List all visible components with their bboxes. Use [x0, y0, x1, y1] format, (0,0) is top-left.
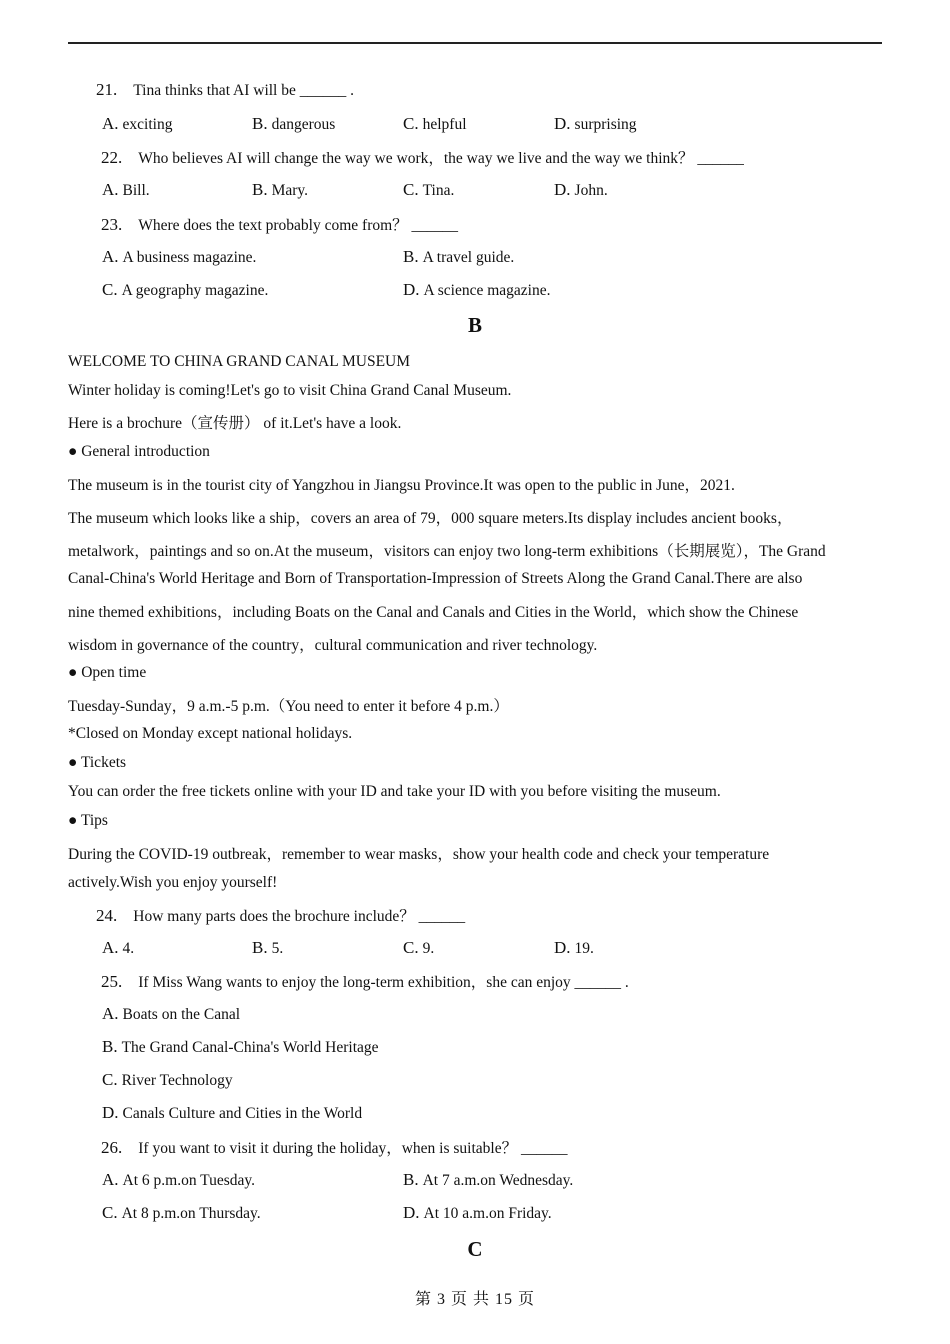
section-bullet: ● Open time	[68, 664, 147, 681]
passage-line: You can order the free tickets online with your ID and take your ID with you before visiting the museum.	[68, 783, 721, 800]
option-26-a: A. At 6 p.m.on Tuesday.	[102, 1170, 256, 1189]
question-number: 24.	[96, 906, 118, 925]
option-26-b: B. At 7 a.m.on Wednesday.	[403, 1170, 574, 1189]
option-21-b: B. dangerous	[252, 114, 336, 133]
header-rule	[68, 42, 882, 44]
question-text: If you want to visit it during the holiday，when is suitable？ ______	[138, 1140, 568, 1157]
passage-line: Canal-China's World Heritage and Born of Transportation-Impression of Streets Along the Grand Canal.There are also	[68, 570, 803, 587]
option-25-c: C. River Technology	[102, 1070, 233, 1089]
option-26-d: D. At 10 a.m.on Friday.	[403, 1203, 552, 1222]
passage-line: The museum is in the tourist city of Yangzhou in Jiangsu Province.It was open to the public in June，2021.	[68, 477, 735, 494]
option-22-c: C. Tina.	[403, 180, 455, 199]
question-23	[101, 213, 458, 235]
option-24-b: B. 5.	[252, 938, 284, 957]
section-heading-b: B	[467, 313, 482, 337]
question-number: 26.	[101, 1138, 123, 1157]
option-23-a: A. A business magazine.	[102, 247, 257, 266]
question-number: 22.	[101, 148, 123, 167]
passage-line: wisdom in governance of the country，cultural communication and river technology.	[68, 637, 598, 654]
option-24-c: C. 9.	[403, 938, 435, 957]
question-26	[101, 1136, 567, 1158]
passage-line: During the COVID-19 outbreak，remember to wear masks，show your health code and check your temperature	[68, 846, 770, 863]
option-25-a: A. Boats on the Canal	[102, 1004, 241, 1023]
option-23-d: D. A science magazine.	[403, 280, 551, 299]
option-22-d: D. John.	[554, 180, 608, 199]
question-number: 21.	[96, 80, 118, 99]
question-24	[96, 904, 465, 926]
section-heading-c: C	[467, 1237, 483, 1261]
question-number: 23.	[101, 215, 123, 234]
passage-line: Here is a brochure（宣传册） of it.Let's have a look.	[68, 415, 402, 432]
option-21-a: A. exciting	[102, 114, 173, 133]
option-24-a: A. 4.	[102, 938, 135, 957]
option-26-c: C. At 8 p.m.on Thursday.	[102, 1203, 261, 1222]
question-text: Who believes AI will change the way we work，the way we live and the way we think？ ______	[138, 150, 744, 167]
passage-line: The museum which looks like a ship，covers an area of 79，000 square meters.Its display includes ancient books，	[68, 510, 793, 527]
question-number: 25.	[101, 972, 123, 991]
option-25-d: D. Canals Culture and Cities in the World	[102, 1103, 363, 1122]
passage-title: WELCOME TO CHINA GRAND CANAL MUSEUM	[68, 353, 411, 370]
option-23-c: C. A geography magazine.	[102, 280, 269, 299]
option-23-b: B. A travel guide.	[403, 247, 515, 266]
passage-line: *Closed on Monday except national holidays.	[68, 725, 353, 742]
question-text: If Miss Wang wants to enjoy the long-term exhibition，she can enjoy ______ .	[138, 974, 629, 991]
passage-line: Tuesday-Sunday，9 a.m.-5 p.m.（You need to enter it before 4 p.m.）	[68, 698, 509, 715]
question-text: How many parts does the brochure include？ ______	[133, 908, 466, 925]
passage-line: nine themed exhibitions，including Boats on the Canal and Canals and Cities in the World，which show the Chinese	[68, 604, 799, 621]
passage-line: metalwork，paintings and so on.At the museum，visitors can enjoy two long-term exhibitions（长期展览），The Grand	[68, 543, 826, 560]
question-25	[101, 970, 629, 992]
option-22-b: B. Mary.	[252, 180, 309, 199]
passage-line: Winter holiday is coming!Let's go to visit China Grand Canal Museum.	[68, 382, 512, 399]
section-bullet: ● General introduction	[68, 443, 210, 460]
option-21-c: C. helpful	[403, 114, 467, 133]
option-21-d: D. surprising	[554, 114, 637, 133]
question-21	[96, 80, 354, 100]
option-25-b: B. The Grand Canal-China's World Heritage	[102, 1037, 379, 1056]
question-22	[101, 146, 744, 168]
section-bullet: ● Tickets	[68, 754, 127, 771]
question-text: Where does the text probably come from？ ______	[138, 217, 459, 234]
section-bullet: ● Tips	[68, 812, 108, 829]
passage-line: actively.Wish you enjoy yourself!	[68, 874, 278, 891]
option-22-a: A. Bill.	[102, 180, 150, 199]
question-text: Tina thinks that AI will be ______ .	[133, 82, 354, 99]
option-24-d: D. 19.	[554, 938, 594, 957]
page-number: 第 3 页 共 15 页	[414, 1291, 535, 1308]
